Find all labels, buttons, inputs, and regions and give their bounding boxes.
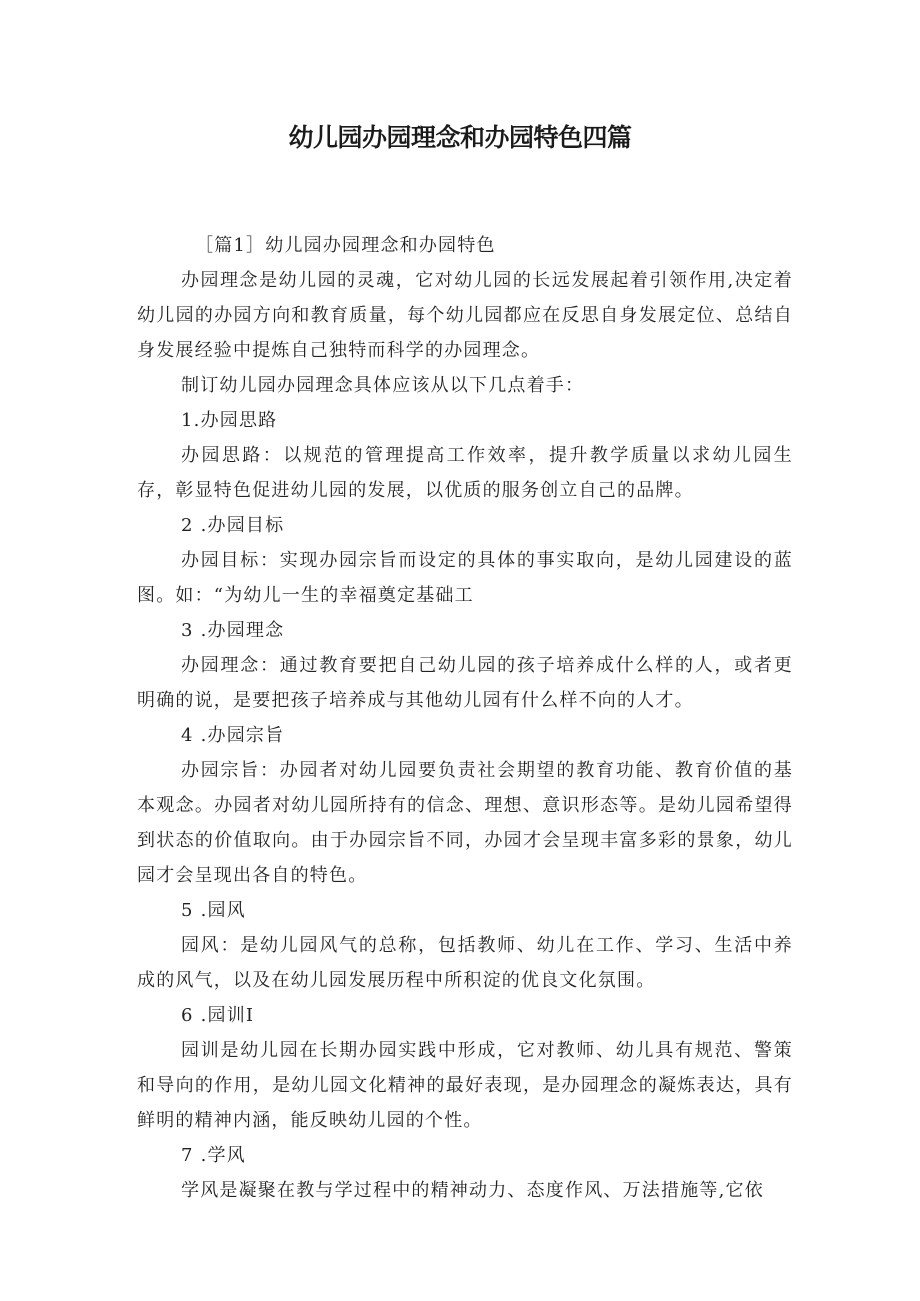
section-body-4: 办园宗旨：办园者对幼儿园要负责社会期望的教育功能、教育价值的基本观念。办园者对幼儿园所持有的信念、理想、意识形态等。是幼儿园希望得到状态的价值取向。由于办园宗旨不同，办园才会呈现丰富多彩的景象，幼儿园才会呈现出各自的特色。 [137, 760, 793, 886]
paragraph-lead: 制订幼儿园办园理念具体应该从以下几点着手： [181, 375, 585, 396]
section-heading-6: 6 .园训I [181, 1005, 255, 1026]
section-heading-2: 2 .办园目标 [181, 515, 285, 536]
section-heading-3: 3 .办园理念 [181, 620, 285, 641]
section-heading-4: 4 .办园宗旨 [181, 725, 285, 746]
section-body-3: 办园理念：通过教育要把自己幼儿园的孩子培养成什么样的人，或者更明确的说，是要把孩子培养成与其他幼儿园有什么样不向的人才。 [137, 655, 793, 711]
document-title: 幼儿园办园理念和办园特色四篇 [288, 123, 632, 152]
chapter-heading: ［篇1］幼儿园办园理念和办园特色 [195, 235, 496, 256]
paragraph-intro: 办园理念是幼儿园的灵魂，它对幼儿园的长远发展起着引领作用,决定着幼儿园的办园方向和教育质量，每个幼儿园都应在反思自身发展定位、总结自身发展经验中提炼自己独特而科学的办园理念。 [137, 270, 793, 361]
section-heading-1: 1.办园思路 [181, 410, 278, 431]
section-body-6: 园训是幼儿园在长期办园实践中形成，它对教师、幼儿具有规范、警策和导向的作用，是幼儿园文化精神的最好表现，是办园理念的凝炼表达，具有鲜明的精神内涵，能反映幼儿园的个性。 [137, 1040, 793, 1131]
section-body-5: 园风：是幼儿园风气的总称，包括教师、幼儿在工作、学习、生活中养成的风气，以及在幼儿园发展历程中所积淀的优良文化氛围。 [137, 935, 793, 991]
section-body-2: 办园目标：实现办园宗旨而设定的具体的事实取向，是幼儿园建设的蓝图。如：“为幼儿一生的幸福奠定基础工 [137, 550, 793, 606]
document-body [137, 228, 793, 1208]
section-heading-5: 5 .园风 [181, 900, 246, 921]
section-body-7: 学风是凝聚在教与学过程中的精神动力、态度作风、万法措施等,它依 [181, 1180, 764, 1201]
section-body-1: 办园思路：以规范的管理提高工作效率，提升教学质量以求幼儿园生存，彰显特色促进幼儿园的发展，以优质的服务创立自己的品牌。 [137, 445, 793, 501]
section-heading-7: 7 .学风 [181, 1145, 246, 1166]
